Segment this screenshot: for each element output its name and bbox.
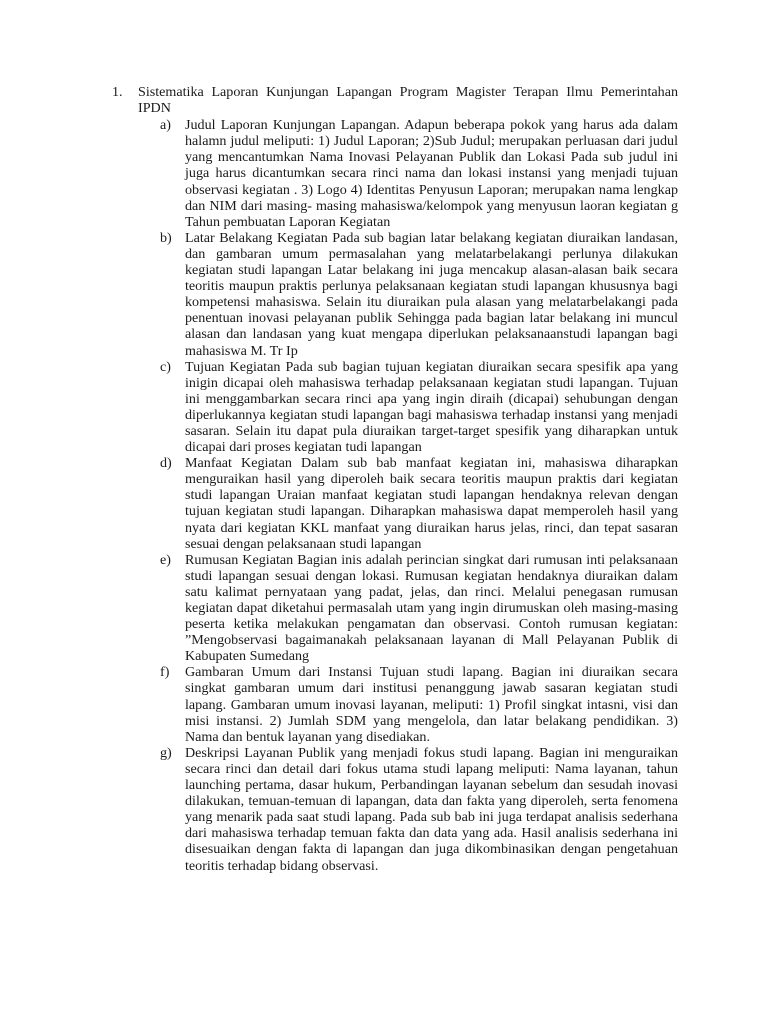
item-body <box>138 84 678 874</box>
sub-item-text: Manfaat Kegiatan Dalam sub bab manfaat kegiatan ini, mahasiswa diharapkan menguraikan hasil yang diperoleh baik secara teoritis maupun praktis dari kegiatan studi lapangan Uraian manfaat kegiatan studi lapangan hendaknya relevan dengan tujuan kegiatan studi lapangan. Diharapkan mahasiswa dapat memperoleh hasil yang nyata dari kegiatan KKL manfaat yang diuraikan harus jelas, rinci, dan tepat sasaran sesuai dengan pelaksanaan studi lapangan <box>185 455 678 552</box>
sub-item-letter: a) <box>160 117 171 134</box>
sub-item-f <box>160 664 678 744</box>
sub-item-letter: f) <box>160 664 170 681</box>
sub-item-d <box>160 455 678 552</box>
sub-item-text: Deskripsi Layanan Publik yang menjadi fokus studi lapang. Bagian ini menguraikan secara rinci dan detail dari fokus utama studi lapang meliputi: Nama layanan, tahun launching pertama, dasar hukum, Perbandingan layanan sebelum dan sesudah inovasi dilakukan, temuan-temuan di lapangan, data dan fakta yang diperoleh, serta fenomena yang menarik pada saat studi lapang. Pada sub bab ini juga terdapat analisis sederhana dari mahasiswa terhadap temuan fakta dan data yang ada. Hasil analisis sederhana ini disesuaikan dengan fakta di lapangan dan juga dikombinasikan dengan pengetahuan teoritis terhadap bidang observasi. <box>185 744 678 874</box>
sub-item-letter: b) <box>160 229 172 246</box>
item-number: 1. <box>112 84 123 100</box>
sub-item-g <box>160 745 678 874</box>
sub-item-c <box>160 359 678 456</box>
sub-item-letter: e) <box>160 551 171 568</box>
section-heading: Sistematika Laporan Kunjungan Lapangan Program Magister Terapan Ilmu Pemerintahan IPDN <box>138 84 678 117</box>
sub-item-letter: d) <box>160 455 172 472</box>
sub-item-e <box>160 552 678 665</box>
sub-item-b <box>160 230 678 359</box>
sub-item-text: Judul Laporan Kunjungan Lapangan. Adapun beberapa pokok yang harus ada dalam halamn judul meliputi: 1) Judul Laporan; 2)Sub Judul; merupakan perluasan dari judul yang mencantumkan Nama Inovasi Pelayanan Publik dan Lokasi Pada sub judul ini juga harus dicantumkan secara rinci nama dan lokasi instansi yang menjadi tujuan observasi kegiatan . 3) Logo 4) Identitas Penyusun Laporan; merupakan nama lengkap dan NIM dari masing- masing mahasiswa/kelompok yang menyusun laoran kegiatan g Tahun pembuatan Laporan Kegiatan <box>185 117 678 230</box>
sub-item-text: Rumusan Kegiatan Bagian inis adalah perincian singkat dari rumusan inti pelaksanaan studi lapangan sesuai dengan lokasi. Rumusan kegiatan hendaknya diuraikan dalam satu kalimat pernyataan yang padat, jelas, dan rinci. Melalui penegasan rumusan kegiatan dapat diketahui permasalah utam yang ingin dirumuskan oleh masing-masing peserta ketika melakukan pengamatan dan observasi. Contoh rumusan kegiatan: ”Mengobservasi bagaimanakah pelaksanaan layanan di Mall Pelayanan Publik di Kabupaten Sumedang <box>185 551 678 665</box>
sub-item-letter: g) <box>160 744 172 761</box>
sub-item-letter: c) <box>160 358 171 375</box>
sub-item-text: Latar Belakang Kegiatan Pada sub bagian latar belakang kegiatan diuraikan landasan, dan gambaran umum permasalahan yang melatarbelakangi perlunya dilakukan kegiatan studi lapangan Latar belakang ini juga mencakup alasan-alasan baik secara teoritis maupun praktis perlunya pelaksanaan kegiatan studi lapangan khususnya bagi kompetensi mahasiswa. Selain itu diuraikan pula alasan yang melatarbelakangi pada penentuan inovasi pelayanan publik Sehingga pada bagian latar belakang ini muncul alasan dan landasan yang kuat mengapa diperlukan pelaksanaanstudi lapangan bagi mahasiswa M. Tr Ip <box>185 229 678 359</box>
sub-item-text: Gambaran Umum dari Instansi Tujuan studi lapang. Bagian ini diuraikan secara singkat gambaran umum dari institusi penanggung jawab sasaran kegiatan studi lapang. Gambaran umum inovasi layanan, meliputi: 1) Profil singkat intasni, visi dan misi instansi. 2) Jumlah SDM yang mengelola, dan latar belakang pendidikan. 3) Nama dan bentuk layanan yang disediakan. <box>185 664 678 745</box>
numbered-item <box>112 84 678 874</box>
sub-item-list <box>138 117 678 873</box>
sub-item-text: Tujuan Kegiatan Pada sub bagian tujuan kegiatan diuraikan secara spesifik apa yang inigin dicapai oleh mahasiswa terhadap pelaksanaan kegiatan studi lapangan. Tujuan ini menggambarkan secara rinci apa yang ingin diraih (dicapai) sehubungan dengan diperlukannya kegiatan studi lapangan bagi mahasiswa terhadap instansi yang menjadi sasaran. Selain itu dapat pula diuraikan target-target spesifik yang diharapkan untuk dicapai dari proses kegiatan tudi lapangan <box>185 358 678 456</box>
sub-item-a <box>160 117 678 230</box>
